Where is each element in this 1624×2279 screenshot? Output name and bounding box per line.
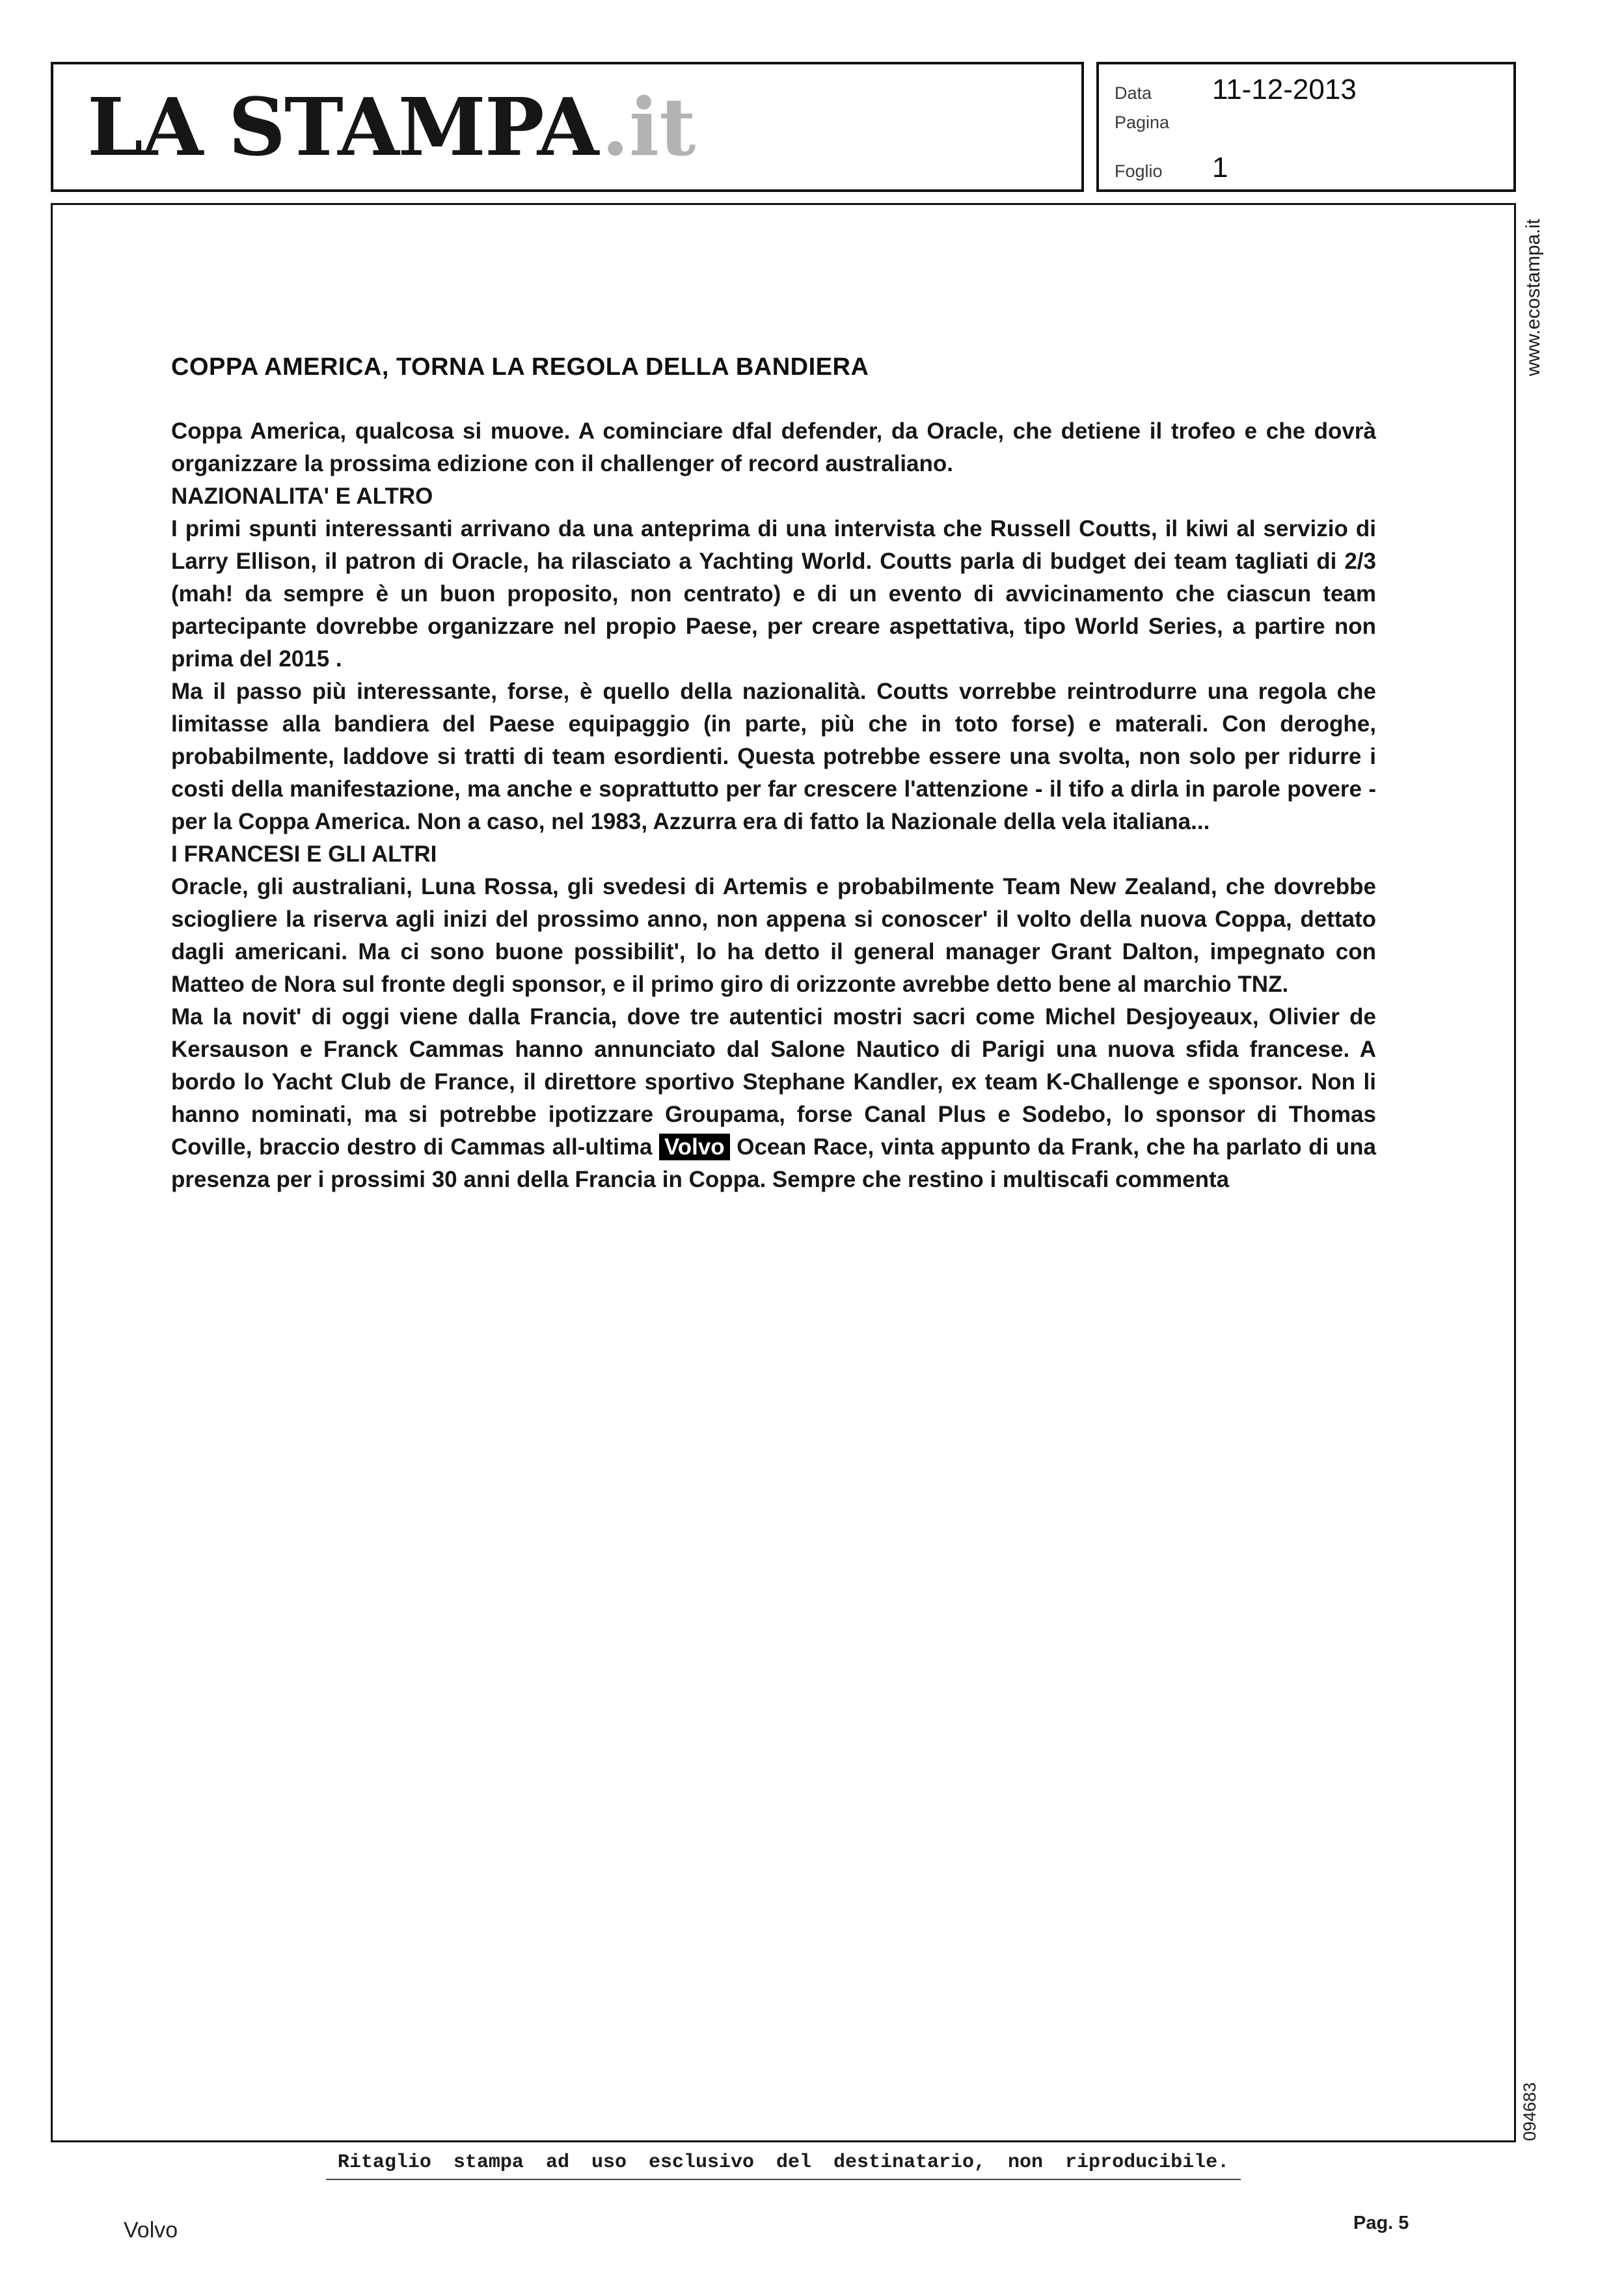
paragraph-text: NAZIONALITA' E ALTRO [171,484,433,509]
article-paragraph [171,480,1376,513]
article-title: COPPA AMERICA, TORNA LA REGOLA DELLA BANDIERA [171,353,869,381]
clipping-code-vertical: 094683 [1520,2082,1539,2141]
ecostampa-url-vertical: www.ecostampa.it [1522,219,1544,376]
page-label: Pagina [1115,113,1170,132]
paragraph-text: I FRANCESI E GLI ALTRI [171,841,437,867]
paragraph-text: I primi spunti interessanti arrivano da una anteprima di una intervista che Russell Coutts, il kiwi al servizio di Larry Ellison, il patron di Oracle, ha rilasciato a Yachting World. Coutts parla di budget dei team tagliati di 2/3 (mah! da sempre è un buon proposito, non centrato) e di un evento di avvicinamento che ciascun team partecipante dovrebbe organizzare nel propio Paese, per creare aspettativa, tipo World Series, a partire non prima del 2015 . [171,516,1376,672]
header-logo-box [51,62,1084,192]
article-paragraph [171,838,1376,871]
date-label: Data [1115,83,1152,103]
paragraph-text: Ma il passo più interessante, forse, è quello della nazionalità. Coutts vorrebbe reintrodurre una regola che limitasse alla bandiera del Paese equipaggio (in parte, più che in toto forse) e materali. Con deroghe, probabilmente, laddove si tratti di team esordienti. Questa potrebbe essere una svolta, non solo per ridurre i costi della manifestazione, ma anche e soprattutto per far crescere l'attenzione - il tifo a dirla in parole povere - per la Coppa America. Non a caso, nel 1983, Azzurra era di fatto la Nazionale della vela italiana... [171,679,1376,834]
paragraph-text: Coppa America, qualcosa si muove. A cominciare dfal defender, da Oracle, che detiene il trofeo e che dovrà organizzare la prossima edizione con il challenger of record australiano. [171,418,1376,476]
article-paragraph [171,676,1376,838]
sheet-value: 1 [1212,152,1228,184]
date-value: 11-12-2013 [1212,74,1357,105]
highlighted-keyword: Volvo [659,1134,730,1160]
page-number: Pag. 5 [1353,2213,1409,2233]
disclaimer-text: Ritaglio stampa ad uso esclusivo del destinatario, non riproducibile. [326,2151,1241,2180]
keyword-footer: Volvo [124,2218,178,2243]
article-paragraph [171,415,1376,480]
clipping-meta-box [1096,62,1516,192]
lastampa-logo-suffix: .it [601,80,696,174]
meta-row-sheet [1115,152,1513,191]
disclaimer-row [51,2151,1516,2180]
article-frame [51,203,1516,2142]
sheet-label: Foglio [1115,161,1163,181]
article-paragraph [171,513,1376,676]
meta-row-page [1115,113,1513,152]
article-body [171,415,1376,1196]
meta-row-date [1115,74,1513,113]
paragraph-text: Ocean Race, vinta appunto da Frank, che ha parlato di una presenza per i prossimi 30 anni della Francia in Coppa. Sempre che restino i multiscafi commenta [171,1134,1376,1192]
paragraph-text: Ma la novit' di oggi viene dalla Francia, dove tre autentici mostri sacri come Michel Desjoyeaux, Olivier de Kersauson e Franck Cammas hanno annunciato dal Salone Nautico di Parigi una nuova sfida francese. A bordo lo Yacht Club de France, il direttore sportivo Stephane Kandler, ex team K-Challenge e sponsor. Non li hanno nominati, ma si potrebbe ipotizzare Groupama, forse Canal Plus e Sodebo, lo sponsor di Thomas Coville, braccio destro di Cammas all-ultima [171,1004,1376,1160]
article-paragraph [171,871,1376,1001]
lastampa-logo: LA STAMPA [87,80,598,174]
article-content [171,353,1376,1196]
paragraph-text: Oracle, gli australiani, Luna Rossa, gli svedesi di Artemis e probabilmente Team New Zealand, che dovrebbe sciogliere la riserva agli inizi del prossimo anno, non appena si conoscer' il volto della nuova Coppa, dettato dagli americani. Ma ci sono buone possibilit', lo ha detto il general manager Grant Dalton, impegnato con Matteo de Nora sul fronte degli sponsor, e il primo giro di orizzonte avrebbe detto bene al marchio TNZ. [171,874,1376,997]
article-paragraph [171,1001,1376,1196]
